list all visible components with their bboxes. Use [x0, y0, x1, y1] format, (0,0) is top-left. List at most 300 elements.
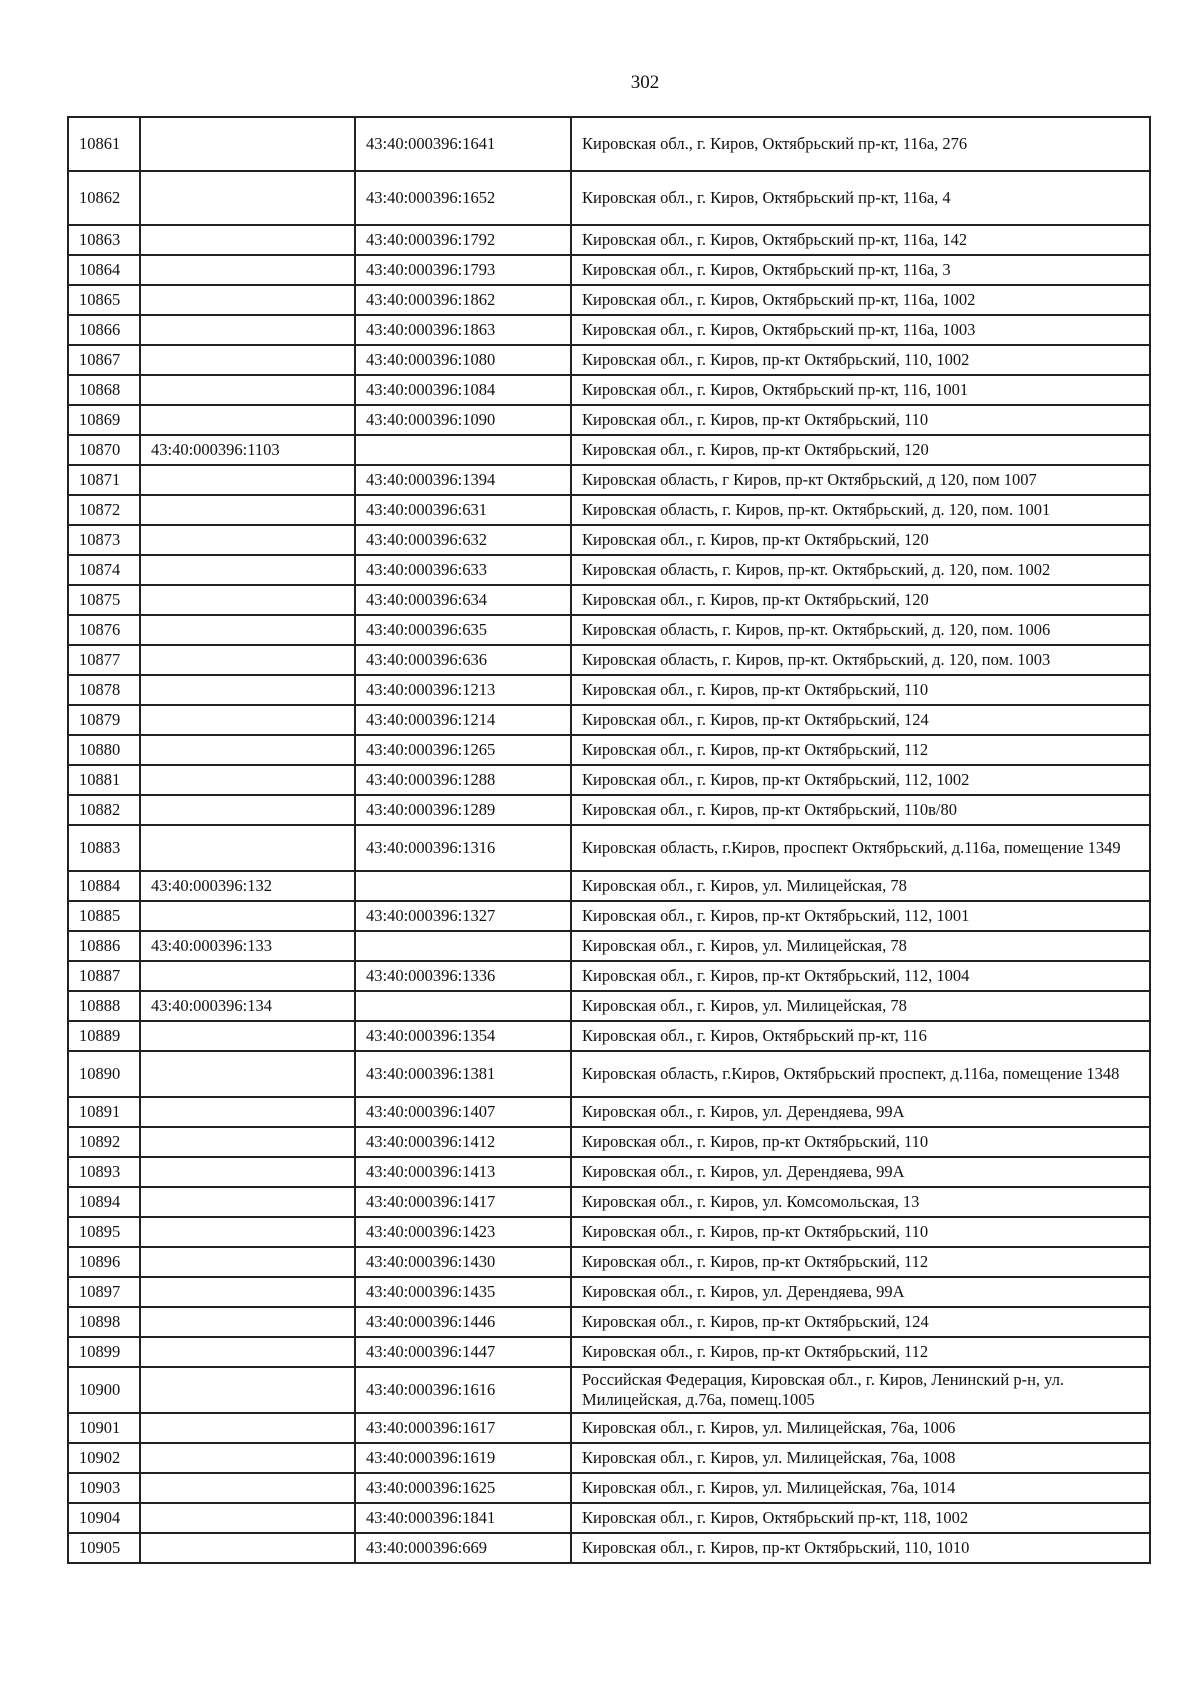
cadastral-number-a-cell: [140, 1413, 355, 1443]
registry-table: [67, 116, 1151, 1564]
cadastral-number-b-cell: [355, 1277, 571, 1307]
row-number-cell-text: 10895: [79, 1222, 121, 1241]
row-number-cell: [68, 1127, 140, 1157]
row-number-cell: [68, 991, 140, 1021]
address-cell: [571, 117, 1150, 171]
cadastral-number-b-cell-text: 43:40:000396:1792: [366, 230, 496, 249]
table-row: [68, 1097, 1150, 1127]
row-number-cell: [68, 1307, 140, 1337]
table-row: [68, 525, 1150, 555]
cadastral-number-b-cell: [355, 285, 571, 315]
table-row: [68, 1413, 1150, 1443]
table-row: [68, 255, 1150, 285]
cadastral-number-a-cell: [140, 675, 355, 705]
row-number-cell: [68, 1097, 140, 1127]
address-cell: [571, 705, 1150, 735]
address-cell: [571, 1157, 1150, 1187]
address-cell: [571, 1021, 1150, 1051]
table-row: [68, 765, 1150, 795]
cadastral-number-b-cell: [355, 435, 571, 465]
address-cell: [571, 405, 1150, 435]
address-cell-text: Кировская обл., г. Киров, пр-кт Октябрьский, 110, 1010: [582, 1538, 970, 1557]
cadastral-number-a-cell: [140, 1503, 355, 1533]
row-number-cell-text: 10888: [79, 996, 121, 1015]
cadastral-number-a-cell: [140, 615, 355, 645]
address-cell-text: Кировская обл., г. Киров, Октябрьский пр-кт, 116а, 4: [582, 188, 951, 207]
cadastral-number-a-cell: [140, 795, 355, 825]
address-cell: [571, 315, 1150, 345]
cadastral-number-b-cell-text: 43:40:000396:631: [366, 500, 488, 519]
address-cell: [571, 1097, 1150, 1127]
cadastral-number-b-cell-text: 43:40:000396:1625: [366, 1478, 496, 1497]
table-row: [68, 345, 1150, 375]
cadastral-number-b-cell: [355, 825, 571, 871]
cadastral-number-a-cell: [140, 525, 355, 555]
table-row: [68, 225, 1150, 255]
cadastral-number-b-cell: [355, 171, 571, 225]
cadastral-number-b-cell-text: 43:40:000396:1413: [366, 1162, 496, 1181]
row-number-cell: [68, 171, 140, 225]
table-row: [68, 645, 1150, 675]
cadastral-number-a-cell: [140, 117, 355, 171]
address-cell: [571, 1217, 1150, 1247]
address-cell: [571, 1533, 1150, 1563]
row-number-cell: [68, 315, 140, 345]
row-number-cell: [68, 871, 140, 901]
row-number-cell-text: 10862: [79, 188, 121, 207]
table-row: [68, 585, 1150, 615]
row-number-cell-text: 10903: [79, 1478, 121, 1497]
cadastral-number-b-cell: [355, 255, 571, 285]
table-row: [68, 1217, 1150, 1247]
cadastral-number-b-cell: [355, 495, 571, 525]
row-number-cell-text: 10880: [79, 740, 121, 759]
address-cell: [571, 735, 1150, 765]
address-cell-text: Кировская обл., г. Киров, пр-кт Октябрьский, 112: [582, 1342, 929, 1361]
row-number-cell: [68, 1051, 140, 1097]
address-cell-text: Кировская обл., г. Киров, ул. Милицейская, 76а, 1008: [582, 1448, 956, 1467]
address-cell: [571, 285, 1150, 315]
row-number-cell: [68, 1533, 140, 1563]
cadastral-number-b-cell: [355, 1533, 571, 1563]
address-cell-text: Кировская обл., г. Киров, пр-кт Октябрьский, 110: [582, 1132, 929, 1151]
address-cell-text: Кировская обл., г. Киров, пр-кт Октябрьский, 124: [582, 1312, 929, 1331]
cadastral-number-a-cell: [140, 765, 355, 795]
cadastral-number-b-cell-text: 43:40:000396:1080: [366, 350, 496, 369]
cadastral-number-b-cell-text: 43:40:000396:1090: [366, 410, 496, 429]
cadastral-number-a-cell: [140, 285, 355, 315]
table-row: [68, 285, 1150, 315]
row-number-cell-text: 10905: [79, 1538, 121, 1557]
table-row: [68, 375, 1150, 405]
cadastral-number-b-cell-text: 43:40:000396:1641: [366, 134, 496, 153]
cadastral-number-a-cell-text: 43:40:000396:132: [151, 876, 273, 895]
table-row: [68, 1473, 1150, 1503]
address-cell-text: Кировская обл., г. Киров, Октябрьский пр-кт, 116, 1001: [582, 380, 969, 399]
table-row: [68, 1533, 1150, 1563]
cadastral-number-b-cell: [355, 961, 571, 991]
address-cell-text: Кировская область, г Киров, пр-кт Октябрьский, д 120, пом 1007: [582, 470, 1037, 489]
table-row: [68, 117, 1150, 171]
table-row: [68, 1503, 1150, 1533]
cadastral-number-a-cell: [140, 871, 355, 901]
cadastral-number-a-cell: [140, 225, 355, 255]
row-number-cell-text: 10904: [79, 1508, 121, 1527]
row-number-cell: [68, 345, 140, 375]
row-number-cell: [68, 1503, 140, 1533]
cadastral-number-b-cell: [355, 225, 571, 255]
row-number-cell: [68, 705, 140, 735]
address-cell-text: Кировская обл., г. Киров, ул. Дерендяева, 99А: [582, 1282, 905, 1301]
address-cell-text: Кировская обл., г. Киров, пр-кт Октябрьский, 110, 1002: [582, 350, 970, 369]
cadastral-number-a-cell: [140, 1021, 355, 1051]
row-number-cell-text: 10876: [79, 620, 121, 639]
cadastral-number-b-cell-text: 43:40:000396:1446: [366, 1312, 496, 1331]
row-number-cell: [68, 765, 140, 795]
row-number-cell-text: 10885: [79, 906, 121, 925]
address-cell-text: Кировская область, г.Киров, Октябрьский проспект, д.116а, помещение 1348: [582, 1064, 1120, 1083]
address-cell-text: Кировская обл., г. Киров, ул. Милицейская, 78: [582, 876, 907, 895]
cadastral-number-b-cell-text: 43:40:000396:1316: [366, 838, 496, 857]
row-number-cell-text: 10867: [79, 350, 121, 369]
row-number-cell-text: 10887: [79, 966, 121, 985]
table-row: [68, 961, 1150, 991]
row-number-cell-text: 10893: [79, 1162, 121, 1181]
row-number-cell-text: 10861: [79, 134, 121, 153]
cadastral-number-b-cell-text: 43:40:000396:1617: [366, 1418, 496, 1437]
address-cell-text: Кировская обл., г. Киров, пр-кт Октябрьский, 110: [582, 410, 929, 429]
address-cell: [571, 931, 1150, 961]
cadastral-number-b-cell-text: 43:40:000396:1381: [366, 1064, 496, 1083]
address-cell-text: Кировская обл., г. Киров, ул. Милицейская, 78: [582, 996, 907, 1015]
cadastral-number-b-cell: [355, 645, 571, 675]
row-number-cell: [68, 795, 140, 825]
row-number-cell-text: 10872: [79, 500, 121, 519]
address-cell-text: Кировская обл., г. Киров, ул. Милицейская, 76а, 1006: [582, 1418, 956, 1437]
cadastral-number-b-cell: [355, 1187, 571, 1217]
row-number-cell: [68, 285, 140, 315]
cadastral-number-b-cell: [355, 1443, 571, 1473]
row-number-cell: [68, 1247, 140, 1277]
cadastral-number-b-cell: [355, 465, 571, 495]
cadastral-number-b-cell-text: 43:40:000396:1793: [366, 260, 496, 279]
address-cell-text: Кировская обл., г. Киров, пр-кт Октябрьский, 112: [582, 1252, 929, 1271]
cadastral-number-b-cell: [355, 1473, 571, 1503]
cadastral-number-a-cell-text: 43:40:000396:1103: [151, 440, 280, 459]
cadastral-number-b-cell: [355, 525, 571, 555]
address-cell: [571, 225, 1150, 255]
cadastral-number-a-cell: [140, 991, 355, 1021]
address-cell-text: Кировская обл., г. Киров, пр-кт Октябрьский, 110: [582, 680, 929, 699]
cadastral-number-b-cell: [355, 1307, 571, 1337]
cadastral-number-b-cell-text: 43:40:000396:636: [366, 650, 488, 669]
address-cell-text: Кировская обл., г. Киров, пр-кт Октябрьский, 112, 1004: [582, 966, 970, 985]
address-cell-text: Кировская обл., г. Киров, пр-кт Октябрьский, 112, 1002: [582, 770, 970, 789]
address-cell: [571, 795, 1150, 825]
row-number-cell-text: 10881: [79, 770, 121, 789]
cadastral-number-a-cell: [140, 375, 355, 405]
cadastral-number-a-cell: [140, 705, 355, 735]
address-cell: [571, 901, 1150, 931]
row-number-cell: [68, 225, 140, 255]
row-number-cell: [68, 405, 140, 435]
row-number-cell: [68, 465, 140, 495]
cadastral-number-a-cell: [140, 1277, 355, 1307]
cadastral-number-b-cell: [355, 315, 571, 345]
cadastral-number-b-cell-text: 43:40:000396:632: [366, 530, 488, 549]
address-cell: [571, 1307, 1150, 1337]
row-number-cell: [68, 1367, 140, 1413]
address-cell: [571, 991, 1150, 1021]
cadastral-number-b-cell: [355, 1157, 571, 1187]
row-number-cell-text: 10871: [79, 470, 121, 489]
cadastral-number-b-cell-text: 43:40:000396:1417: [366, 1192, 496, 1211]
table-row: [68, 675, 1150, 705]
table-row: [68, 705, 1150, 735]
row-number-cell-text: 10869: [79, 410, 121, 429]
table-row: [68, 795, 1150, 825]
address-cell: [571, 825, 1150, 871]
table-row: [68, 901, 1150, 931]
address-cell: [571, 1367, 1150, 1413]
address-cell-text: Кировская обл., г. Киров, ул. Милицейская, 76а, 1014: [582, 1478, 956, 1497]
cadastral-number-b-cell: [355, 901, 571, 931]
cadastral-number-b-cell-text: 43:40:000396:1412: [366, 1132, 496, 1151]
cadastral-number-a-cell: [140, 255, 355, 285]
cadastral-number-b-cell: [355, 405, 571, 435]
cadastral-number-b-cell-text: 43:40:000396:1288: [366, 770, 496, 789]
cadastral-number-b-cell: [355, 1367, 571, 1413]
cadastral-number-a-cell: [140, 435, 355, 465]
row-number-cell-text: 10865: [79, 290, 121, 309]
table-row: [68, 1337, 1150, 1367]
cadastral-number-a-cell: [140, 315, 355, 345]
cadastral-number-b-cell-text: 43:40:000396:1430: [366, 1252, 496, 1271]
row-number-cell: [68, 555, 140, 585]
row-number-cell-text: 10866: [79, 320, 121, 339]
row-number-cell: [68, 1413, 140, 1443]
cadastral-number-a-cell: [140, 1247, 355, 1277]
page-number: 302: [630, 72, 660, 93]
address-cell-text: Кировская обл., г. Киров, пр-кт Октябрьский, 120: [582, 440, 929, 459]
cadastral-number-b-cell: [355, 585, 571, 615]
table-row: [68, 871, 1150, 901]
row-number-cell: [68, 1217, 140, 1247]
table-row: [68, 1127, 1150, 1157]
table-row: [68, 465, 1150, 495]
row-number-cell-text: 10890: [79, 1064, 121, 1083]
table-row: [68, 555, 1150, 585]
address-cell-text: Кировская обл., г. Киров, Октябрьский пр-кт, 116а, 3: [582, 260, 951, 279]
cadastral-number-b-cell-text: 43:40:000396:635: [366, 620, 488, 639]
cadastral-number-a-cell: [140, 555, 355, 585]
cadastral-number-a-cell: [140, 825, 355, 871]
row-number-cell-text: 10897: [79, 1282, 121, 1301]
address-cell-text: Кировская обл., г. Киров, ул. Дерендяева, 99А: [582, 1102, 905, 1121]
cadastral-number-b-cell-text: 43:40:000396:1354: [366, 1026, 496, 1045]
row-number-cell-text: 10878: [79, 680, 121, 699]
address-cell: [571, 871, 1150, 901]
row-number-cell: [68, 255, 140, 285]
cadastral-number-a-cell: [140, 1367, 355, 1413]
row-number-cell: [68, 1021, 140, 1051]
row-number-cell: [68, 1277, 140, 1307]
row-number-cell-text: 10879: [79, 710, 121, 729]
row-number-cell-text: 10889: [79, 1026, 121, 1045]
address-cell: [571, 645, 1150, 675]
cadastral-number-b-cell: [355, 931, 571, 961]
cadastral-number-b-cell: [355, 705, 571, 735]
cadastral-number-b-cell: [355, 1021, 571, 1051]
row-number-cell: [68, 675, 140, 705]
row-number-cell-text: 10898: [79, 1312, 121, 1331]
row-number-cell: [68, 117, 140, 171]
cadastral-number-a-cell: [140, 931, 355, 961]
table-row: [68, 991, 1150, 1021]
address-cell-text: Кировская область, г. Киров, пр-кт. Октябрьский, д. 120, пом. 1006: [582, 620, 1051, 639]
address-cell: [571, 171, 1150, 225]
cadastral-number-b-cell-text: 43:40:000396:1407: [366, 1102, 496, 1121]
table-row: [68, 1247, 1150, 1277]
cadastral-number-b-cell-text: 43:40:000396:1863: [366, 320, 496, 339]
table-row: [68, 1443, 1150, 1473]
cadastral-number-a-cell: [140, 1443, 355, 1473]
row-number-cell: [68, 495, 140, 525]
cadastral-number-b-cell-text: 43:40:000396:1289: [366, 800, 496, 819]
cadastral-number-b-cell: [355, 1337, 571, 1367]
cadastral-number-b-cell-text: 43:40:000396:1652: [366, 188, 496, 207]
row-number-cell: [68, 585, 140, 615]
cadastral-number-a-cell: [140, 1157, 355, 1187]
cadastral-number-b-cell: [355, 795, 571, 825]
cadastral-number-a-cell: [140, 405, 355, 435]
address-cell: [571, 255, 1150, 285]
cadastral-number-a-cell: [140, 345, 355, 375]
cadastral-number-a-cell: [140, 171, 355, 225]
address-cell: [571, 555, 1150, 585]
cadastral-number-b-cell-text: 43:40:000396:669: [366, 1538, 488, 1557]
cadastral-number-b-cell-text: 43:40:000396:1084: [366, 380, 496, 399]
row-number-cell-text: 10877: [79, 650, 121, 669]
cadastral-number-b-cell: [355, 991, 571, 1021]
address-cell-text: Кировская обл., г. Киров, Октябрьский пр-кт, 118, 1002: [582, 1508, 969, 1527]
address-cell-text: Кировская обл., г. Киров, Октябрьский пр-кт, 116а, 1003: [582, 320, 976, 339]
cadastral-number-b-cell: [355, 1503, 571, 1533]
row-number-cell-text: 10864: [79, 260, 121, 279]
table-row: [68, 435, 1150, 465]
row-number-cell-text: 10882: [79, 800, 121, 819]
address-cell-text: Кировская обл., г. Киров, Октябрьский пр-кт, 116а, 1002: [582, 290, 976, 309]
row-number-cell-text: 10899: [79, 1342, 121, 1361]
address-cell: [571, 465, 1150, 495]
row-number-cell: [68, 1157, 140, 1187]
cadastral-number-b-cell-text: 43:40:000396:1265: [366, 740, 496, 759]
table-row: [68, 615, 1150, 645]
cadastral-number-b-cell: [355, 117, 571, 171]
cadastral-number-b-cell-text: 43:40:000396:1841: [366, 1508, 496, 1527]
table-row: [68, 1051, 1150, 1097]
cadastral-number-a-cell: [140, 465, 355, 495]
cadastral-number-b-cell-text: 43:40:000396:633: [366, 560, 488, 579]
address-cell-text: Российская Федерация, Кировская обл., г. Киров, Ленинский р-н, ул. Милицейская, д.76а, помещ.1005: [582, 1370, 1065, 1409]
cadastral-number-a-cell: [140, 1337, 355, 1367]
cadastral-number-b-cell: [355, 1217, 571, 1247]
address-cell: [571, 615, 1150, 645]
cadastral-number-a-cell: [140, 1217, 355, 1247]
row-number-cell-text: 10874: [79, 560, 121, 579]
cadastral-number-a-cell: [140, 1097, 355, 1127]
cadastral-number-b-cell: [355, 615, 571, 645]
row-number-cell-text: 10902: [79, 1448, 121, 1467]
cadastral-number-b-cell-text: 43:40:000396:1214: [366, 710, 496, 729]
cadastral-number-a-cell: [140, 901, 355, 931]
cadastral-number-a-cell-text: 43:40:000396:133: [151, 936, 273, 955]
table-row: [68, 735, 1150, 765]
table-row: [68, 1021, 1150, 1051]
address-cell: [571, 1277, 1150, 1307]
row-number-cell-text: 10886: [79, 936, 121, 955]
row-number-cell: [68, 931, 140, 961]
table-row: [68, 1157, 1150, 1187]
address-cell-text: Кировская обл., г. Киров, пр-кт Октябрьский, 112: [582, 740, 929, 759]
row-number-cell: [68, 615, 140, 645]
row-number-cell-text: 10883: [79, 838, 121, 857]
address-cell: [571, 435, 1150, 465]
address-cell-text: Кировская обл., г. Киров, пр-кт Октябрьский, 112, 1001: [582, 906, 970, 925]
cadastral-number-b-cell: [355, 1097, 571, 1127]
table-row: [68, 171, 1150, 225]
address-cell: [571, 1503, 1150, 1533]
cadastral-number-b-cell: [355, 1127, 571, 1157]
row-number-cell: [68, 525, 140, 555]
address-cell-text: Кировская обл., г. Киров, ул. Комсомольская, 13: [582, 1192, 920, 1211]
cadastral-number-b-cell: [355, 735, 571, 765]
cadastral-number-b-cell-text: 43:40:000396:1394: [366, 470, 496, 489]
address-cell-text: Кировская обл., г. Киров, пр-кт Октябрьский, 110в/80: [582, 800, 957, 819]
address-cell-text: Кировская обл., г. Киров, пр-кт Октябрьский, 110: [582, 1222, 929, 1241]
cadastral-number-b-cell-text: 43:40:000396:1862: [366, 290, 496, 309]
table-row: [68, 931, 1150, 961]
address-cell: [571, 1413, 1150, 1443]
address-cell: [571, 585, 1150, 615]
address-cell: [571, 1051, 1150, 1097]
address-cell-text: Кировская область, г.Киров, проспект Октябрьский, д.116а, помещение 1349: [582, 838, 1121, 857]
cadastral-number-b-cell: [355, 1247, 571, 1277]
row-number-cell-text: 10900: [79, 1380, 121, 1399]
table-row: [68, 825, 1150, 871]
row-number-cell-text: 10901: [79, 1418, 121, 1437]
row-number-cell: [68, 1473, 140, 1503]
table-row: [68, 405, 1150, 435]
address-cell-text: Кировская область, г. Киров, пр-кт. Октябрьский, д. 120, пом. 1002: [582, 560, 1051, 579]
row-number-cell: [68, 735, 140, 765]
address-cell: [571, 1247, 1150, 1277]
row-number-cell: [68, 375, 140, 405]
address-cell: [571, 1187, 1150, 1217]
cadastral-number-a-cell: [140, 645, 355, 675]
address-cell: [571, 375, 1150, 405]
cadastral-number-a-cell: [140, 1051, 355, 1097]
address-cell: [571, 345, 1150, 375]
cadastral-number-b-cell: [355, 555, 571, 585]
row-number-cell: [68, 825, 140, 871]
address-cell-text: Кировская обл., г. Киров, ул. Дерендяева, 99А: [582, 1162, 905, 1181]
address-cell-text: Кировская область, г. Киров, пр-кт. Октябрьский, д. 120, пом. 1001: [582, 500, 1051, 519]
row-number-cell: [68, 1187, 140, 1217]
cadastral-number-b-cell-text: 43:40:000396:1619: [366, 1448, 496, 1467]
address-cell: [571, 1337, 1150, 1367]
address-cell: [571, 1127, 1150, 1157]
